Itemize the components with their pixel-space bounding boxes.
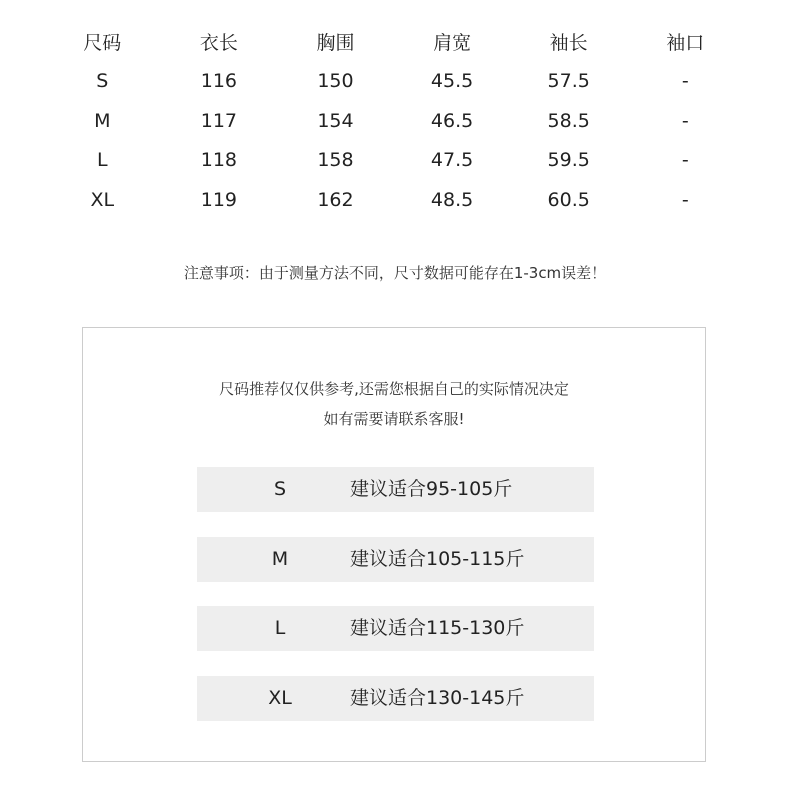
- recommendation-range: 建议适合95-105斤: [350, 478, 513, 500]
- recommendation-row-m: [197, 537, 594, 582]
- contact-service-note: 如有需要请联系客服!: [323, 410, 465, 428]
- table-cell: 119: [200, 188, 238, 211]
- table-cell: 47.5: [430, 149, 474, 172]
- table-cell: 158: [317, 149, 354, 172]
- table-cell: -: [681, 149, 689, 172]
- header-chest: 胸围: [316, 32, 355, 55]
- measurement-notice: 注意事项：由于测量方法不同，尺寸数据可能存在1-3cm误差！: [183, 264, 607, 282]
- recommendation-range: 建议适合115-130斤: [350, 617, 525, 639]
- table-row: [44, 141, 744, 181]
- recommendation-size: XL: [268, 687, 292, 709]
- table-cell: 117: [200, 109, 238, 132]
- recommendation-size: S: [273, 478, 287, 500]
- table-cell: 48.5: [430, 188, 474, 211]
- recommendation-row-xl: [197, 676, 594, 721]
- table-row: [44, 62, 744, 102]
- table-cell: 154: [317, 109, 354, 132]
- recommendation-size: M: [271, 548, 289, 570]
- table-cell: -: [681, 109, 689, 132]
- table-cell: 118: [200, 149, 238, 172]
- table-row: [44, 180, 744, 220]
- table-cell: 162: [317, 188, 354, 211]
- header-shoulder: 肩宽: [433, 32, 472, 55]
- recommendation-row-s: [197, 467, 594, 512]
- recommendation-size: L: [274, 617, 286, 639]
- table-cell: XL: [90, 188, 115, 211]
- table-header-row: [44, 22, 744, 62]
- size-table: [44, 22, 744, 220]
- recommendation-row-l: [197, 606, 594, 651]
- table-cell: -: [681, 188, 689, 211]
- table-cell: S: [96, 70, 109, 93]
- table-cell: M: [94, 109, 111, 132]
- header-size: 尺码: [83, 32, 122, 55]
- table-cell: L: [97, 149, 108, 172]
- header-length: 衣长: [199, 32, 238, 55]
- table-cell: 45.5: [430, 70, 474, 93]
- table-cell: 57.5: [547, 70, 590, 93]
- table-cell: -: [681, 70, 689, 93]
- recommendation-disclaimer: 尺码推荐仅仅供参考,还需您根据自己的实际情况决定: [219, 380, 569, 398]
- table-cell: 46.5: [430, 109, 474, 132]
- header-sleeve: 袖长: [549, 32, 588, 55]
- table-cell: 116: [200, 70, 238, 93]
- recommendation-range: 建议适合105-115斤: [350, 548, 525, 570]
- table-cell: 58.5: [547, 109, 590, 132]
- size-recommendation-panel: [82, 327, 706, 762]
- table-row: [44, 101, 744, 141]
- table-cell: 60.5: [547, 188, 590, 211]
- recommendation-range: 建议适合130-145斤: [350, 687, 525, 709]
- table-cell: 150: [317, 70, 354, 93]
- header-cuff: 袖口: [666, 32, 705, 55]
- table-cell: 59.5: [547, 149, 590, 172]
